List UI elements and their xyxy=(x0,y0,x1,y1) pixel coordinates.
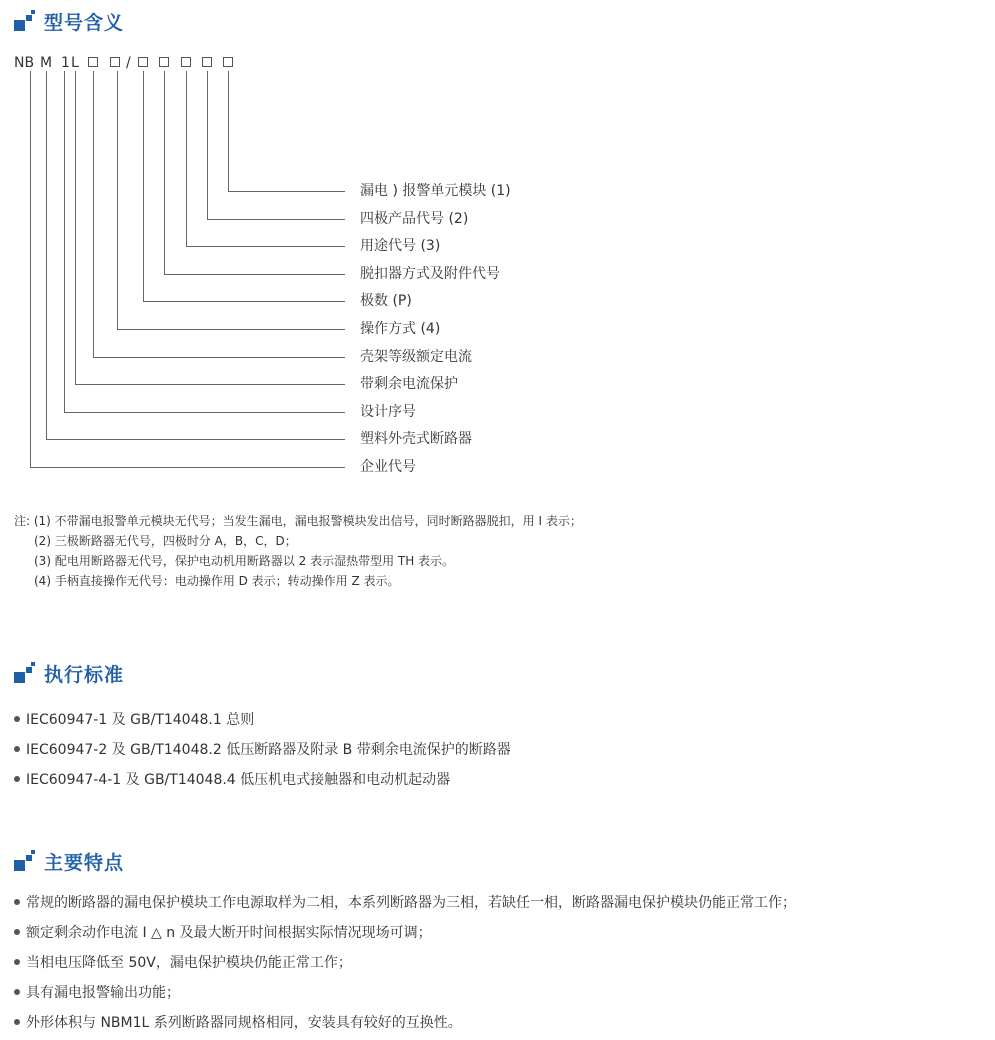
connector-vertical-line xyxy=(164,71,165,274)
list-item-text: 当相电压降低至 50V，漏电保护模块仍能正常工作； xyxy=(26,955,352,971)
list-item xyxy=(14,704,511,734)
connector-vertical-line xyxy=(228,71,229,191)
blue-squares-icon xyxy=(14,662,36,684)
list-item-text: IEC60947-1 及 GB/T14048.1 总则 xyxy=(26,712,255,728)
bullet-dot-icon xyxy=(14,716,20,722)
code-meaning-label: 操作方式 (4) xyxy=(360,321,441,337)
note-line: (2) 三极断路器无代号，四极时分 A，B，C，D； xyxy=(34,534,297,548)
section-title-text: 型号含义 xyxy=(44,11,125,34)
connector-horizontal-line xyxy=(164,274,345,275)
connector-vertical-line xyxy=(186,71,187,246)
code-placeholder-box xyxy=(159,57,169,67)
code-part-l: L xyxy=(71,55,79,71)
bullet-dot-icon xyxy=(14,899,20,905)
code-meaning-label: 企业代号 xyxy=(360,459,416,475)
connector-vertical-line xyxy=(93,71,94,357)
list-item xyxy=(14,947,796,977)
list-item xyxy=(14,1007,796,1037)
code-part-m: M xyxy=(40,55,53,71)
model-code-diagram xyxy=(0,0,995,500)
list-item-text: 外形体积与 NBM1L 系列断路器同规格相同，安装具有较好的互换性。 xyxy=(26,1015,462,1031)
code-meaning-label: 用途代号 (3) xyxy=(360,238,441,254)
blue-squares-icon xyxy=(14,850,36,872)
connector-vertical-line xyxy=(75,71,76,384)
bullet-dot-icon xyxy=(14,929,20,935)
code-meaning-label: 漏电 ) 报警单元模块 (1) xyxy=(360,183,511,199)
connector-horizontal-line xyxy=(93,357,345,358)
connector-vertical-line xyxy=(46,71,47,439)
connector-horizontal-line xyxy=(30,467,345,468)
section-title-features xyxy=(14,848,124,874)
list-item xyxy=(14,977,796,1007)
connector-horizontal-line xyxy=(64,412,345,413)
connector-vertical-line xyxy=(207,71,208,219)
list-item-text: 具有漏电报警输出功能； xyxy=(26,985,180,1001)
list-item-text: IEC60947-2 及 GB/T14048.2 低压断路器及附录 B 带剩余电流保护的断路器 xyxy=(26,742,511,758)
list-item xyxy=(14,917,796,947)
standards-list xyxy=(14,704,511,794)
code-placeholder-box xyxy=(110,57,120,67)
note-line: (3) 配电用断路器无代号，保护电动机用断路器以 2 表示湿热带型用 TH 表示。 xyxy=(34,554,455,568)
connector-horizontal-line xyxy=(228,191,345,192)
code-meaning-label: 塑料外壳式断路器 xyxy=(360,431,472,447)
code-part-1: 1 xyxy=(61,55,70,71)
list-item xyxy=(14,734,511,764)
connector-horizontal-line xyxy=(207,219,345,220)
code-meaning-label: 壳架等级额定电流 xyxy=(360,349,472,365)
code-meaning-label: 极数 (P) xyxy=(360,293,412,309)
bullet-dot-icon xyxy=(14,959,20,965)
bullet-dot-icon xyxy=(14,989,20,995)
connector-horizontal-line xyxy=(143,301,345,302)
code-placeholder-box xyxy=(138,57,148,67)
note-line: 注: (1) 不带漏电报警单元模块无代号；当发生漏电，漏电报警模块发出信号，同时断路器脱扣，用 I 表示； xyxy=(14,514,582,528)
bullet-dot-icon xyxy=(14,776,20,782)
list-item-text: 常规的断路器的漏电保护模块工作电源取样为二相，本系列断路器为三相，若缺任一相，断路器漏电保护模块仍能正常工作； xyxy=(26,895,796,911)
list-item-text: 额定剩余动作电流 I △ n 及最大断开时间根据实际情况现场可调； xyxy=(26,925,432,941)
code-placeholder-box xyxy=(223,57,233,67)
bullet-dot-icon xyxy=(14,746,20,752)
connector-horizontal-line xyxy=(46,439,345,440)
code-part-nb: NB xyxy=(14,55,35,71)
connector-horizontal-line xyxy=(186,246,345,247)
notes-block xyxy=(14,511,582,591)
list-item xyxy=(14,764,511,794)
code-meaning-label: 脱扣器方式及附件代号 xyxy=(360,266,500,282)
code-meaning-label: 设计序号 xyxy=(360,404,416,420)
code-slash: / xyxy=(126,55,131,71)
section-title-text: 主要特点 xyxy=(44,851,125,874)
connector-horizontal-line xyxy=(117,329,345,330)
connector-horizontal-line xyxy=(75,384,345,385)
code-placeholder-box xyxy=(202,57,212,67)
code-meaning-label: 带剩余电流保护 xyxy=(360,376,458,392)
code-placeholder-box xyxy=(88,57,98,67)
code-meaning-label: 四极产品代号 (2) xyxy=(360,211,469,227)
connector-vertical-line xyxy=(30,71,31,467)
features-list xyxy=(14,887,796,1037)
section-title-text: 执行标准 xyxy=(44,663,125,686)
connector-vertical-line xyxy=(143,71,144,301)
code-placeholder-box xyxy=(181,57,191,67)
list-item-text: IEC60947-4-1 及 GB/T14048.4 低压机电式接触器和电动机起动器 xyxy=(26,772,451,788)
connector-vertical-line xyxy=(117,71,118,329)
bullet-dot-icon xyxy=(14,1019,20,1025)
connector-vertical-line xyxy=(64,71,65,412)
list-item xyxy=(14,887,796,917)
note-line: (4) 手柄直接操作无代号：电动操作用 D 表示；转动操作用 Z 表示。 xyxy=(34,574,400,588)
section-title-standards xyxy=(14,660,124,686)
